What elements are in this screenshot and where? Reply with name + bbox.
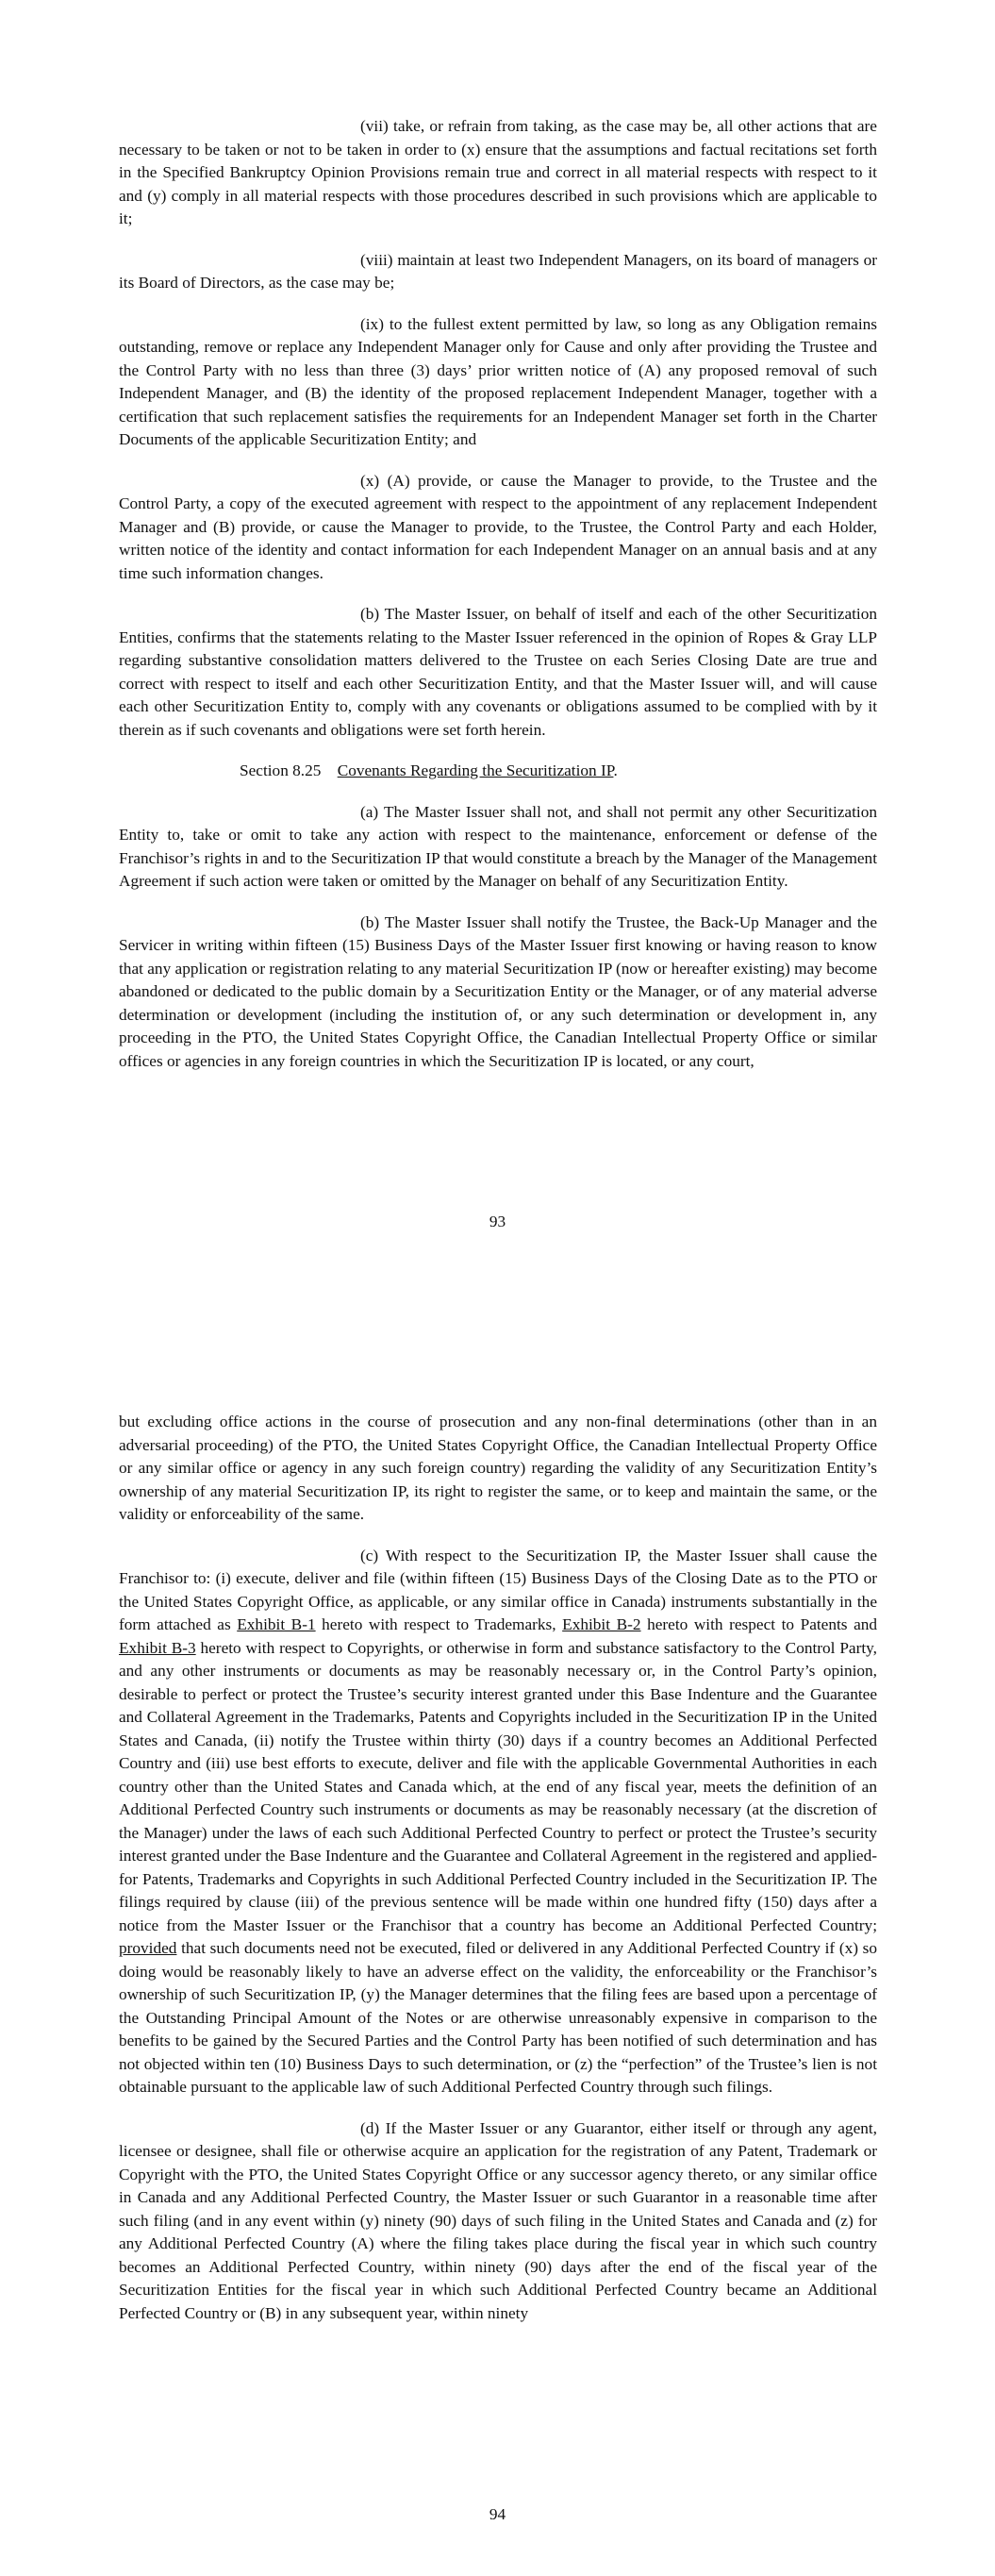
clause-b-8-25: [119, 912, 877, 1074]
clause-d-8-25: [119, 2117, 877, 2326]
clause-text-part3: hereto with respect to Patents and: [640, 1615, 878, 1633]
page-number: 93: [489, 1213, 506, 1230]
clause-text: The Master Issuer, on behalf of itself and each of the other Securitization Entities, confirms that the statements relating to the Master Issuer referenced in the opinion of Ropes & Gray LLP regarding substantive consolidation matters delivered to the Trustee on each Series Closing Date are true and correct with respect to itself and each other Securitization Entity, and that the Master Issuer will, and will cause each other Securitization Entity to, comply with any covenants or obligations assumed to be complied with by it therein as if such covenants and obligations were set forth herein.: [119, 605, 877, 739]
clause-text: maintain at least two Independent Managers, on its board of managers or its Board of Directors, as the case may be;: [119, 250, 877, 292]
clause-vii: [119, 115, 877, 231]
clause-text-part5: that such documents need not be executed, filed or delivered in any Additional Perfected Country if (x) so doing would be reasonably likely to have an adverse effect on the validity, the enforceability or the Franchisor’s ownership of such Securitization IP, (y) the Manager determines that the filing fees are based upon a percentage of the Outstanding Principal Amount of the Notes or are otherwise unreasonably expensive in comparison to the benefits to be gained by the Secured Parties and the Control Party has been notified of such determination and has not objected within ten (10) Business Days to such determination, or (z) the “perfection” of the Trustee’s lien is not obtainable pursuant to the applicable law of such Additional Perfected Country through such filings.: [119, 1939, 877, 2096]
clause-text-part2: hereto with respect to Trademarks,: [315, 1615, 563, 1633]
clause-text: to the fullest extent permitted by law, so long as any Obligation remains outstanding, remove or replace any Independent Manager only for Cause and only after providing the Trustee and the Control Party with no less than three (3) days’ prior written notice of (A) any proposed removal of such Independent Manager, and (B) the identity of the proposed replacement Independent Manager, together with a certification that such replacement satisfies the requirements for an Independent Manager set forth in the Charter Documents of the applicable Securitization Entity; and: [119, 314, 877, 448]
page-93-body: [119, 115, 877, 1091]
clause-text: (A) provide, or cause the Manager to provide, to the Trustee and the Control Party, a copy of the executed agreement with respect to the appointment of any replacement Independent Manager and (B) provide, or cause the Manager to provide, to the Trustee, the Control Party and each Holder, written notice of the identity and contact information for each Independent Manager on an annual basis and at any time such information changes.: [119, 471, 877, 582]
clause-c-8-25: [119, 1545, 877, 2099]
clause-text-part4: hereto with respect to Copyrights, or otherwise in form and substance satisfactory to the Control Party, and any other instruments or documents as may be reasonably necessary or, in the Control Party’s opinion, desirable to perfect or protect the Trustee’s security interest granted under this Base Indenture and the Guarantee and Collateral Agreement in the Trademarks, Patents and Copyrights included in the Securitization IP in the United States and Canada, (ii) notify the Trustee within thirty (30) days if a country becomes an Additional Perfected Country and (iii) use best efforts to execute, deliver and file with the applicable Governmental Authorities in each country other than the United States and Canada which, at the end of any fiscal year, meets the definition of an Additional Perfected Country such instruments or documents as may be reasonably necessary (at the discretion of the Manager) under the laws of each such Additional Perfected Country to perfect or protect the Trustee’s security interest granted under the Base Indenture and the Guarantee and Collateral Agreement in the registered and applied-for Patents, Trademarks and Copyrights in such Additional Perfected Country included in the Securitization IP. The filings required by clause (iii) of the previous sentence will be made within one hundred fifty (150) days after a notice from the Master Issuer or the Franchisor that a country has become an Additional Perfected Country;: [119, 1638, 877, 1934]
clause-x: [119, 470, 877, 586]
section-8-25-heading: [119, 760, 877, 783]
clause-label: (c): [360, 1546, 379, 1564]
clause-text: If the Master Issuer or any Guarantor, either itself or through any agent, licensee or designee, shall file or otherwise acquire an application for the registration of any Patent, Trademark or Copyright with the PTO, the United States Copyright Office or any successor agency thereto, or any similar office in Canada and any Additional Perfected Country, the Master Issuer or such Guarantor in a reasonable time after such filing (and in any event within (y) ninety (90) days of such filing in the United States and Canada and (z) for any Additional Perfected Country (A) where the filing takes place during the fiscal year in which such country becomes an Additional Perfected Country, within ninety (90) days after the end of the fiscal year of the Securitization Entities for the fiscal year in which such Additional Perfected Country became an Additional Perfected Country or (B) in any subsequent year, within ninety: [119, 2118, 877, 2322]
clause-text-part1: With respect to the Securitization IP, the Master Issuer shall cause the Franchisor to: (i) execute, deliver and file (within fifteen (15) Business Days of the Closing Date as to the PTO or the United States Copyright Office, as applicable, or any similar office in Canada) instruments substantially in the form attached as: [119, 1546, 877, 1633]
clause-label: (ix): [360, 314, 384, 333]
section-title: Covenants Regarding the Securitization IP: [337, 761, 614, 779]
clause-text: take, or refrain from taking, as the case may be, all other actions that are necessary to be taken or not to be taken in order to (x) ensure that the assumptions and factual recitations set forth in the Specified Bankruptcy Opinion Provisions remain true and correct in all material respects with respect to it and (y) comply in all material respects with those procedures described in such provisions which are applicable to it;: [119, 117, 877, 227]
clause-label: (b): [360, 605, 380, 623]
page-number: 94: [489, 2505, 506, 2523]
page-94-body: [119, 1411, 877, 2343]
clause-label: (d): [360, 2118, 380, 2137]
clause-b-8-24: [119, 603, 877, 742]
section-number: Section 8.25: [240, 761, 322, 779]
exhibit-b2-reference: Exhibit B-2: [562, 1615, 641, 1633]
exhibit-b3-reference: Exhibit B-3: [119, 1638, 196, 1657]
clause-viii: [119, 249, 877, 295]
clause-text: The Master Issuer shall notify the Trustee, the Back-Up Manager and the Servicer in writing within fifteen (15) Business Days of the Master Issuer first knowing or having reason to know that any application or registration relating to any material Securitization IP (now or hereafter existing) may become abandoned or dedicated to the public domain by a Securitization Entity or the Manager, or of any material adverse determination or development (including the institution of, or any such determination or development in, any proceeding in the PTO, the United States Copyright Office, the Canadian Intellectual Property Office or similar offices or agencies in any foreign countries in which the Securitization IP is located, or any court,: [119, 912, 877, 1070]
clause-text: The Master Issuer shall not, and shall not permit any other Securitization Entity to, take or omit to take any action with respect to the maintenance, enforcement or defense of the Franchisor’s rights in and to the Securitization IP that would constitute a breach by the Manager of the Management Agreement if such action were taken or omitted by the Manager on behalf of any Securitization Entity.: [119, 802, 877, 890]
continuation-paragraph: but excluding office actions in the course of prosecution and any non-final determinations (other than in an adversarial proceeding) of the PTO, the United States Copyright Office, the Canadian Intellectual Property Office or any similar office or agency in any such foreign country) regarding the validity of any Securitization Entity’s ownership of any material Securitization IP, its right to register the same, or to keep and maintain the same, or the validity or enforceability of the same.: [119, 1413, 877, 1523]
clause-label: (viii): [360, 250, 393, 269]
section-title-end: .: [613, 761, 618, 779]
page-94: [0, 1288, 995, 2576]
clause-label: (x): [360, 471, 380, 490]
provided-term: provided: [119, 1939, 177, 1957]
clause-a-8-25: [119, 801, 877, 894]
clause-label: (vii): [360, 117, 389, 135]
clause-label: (a): [360, 802, 379, 821]
clause-label: (b): [360, 912, 380, 931]
clause-ix: [119, 313, 877, 452]
exhibit-b1-reference: Exhibit B-1: [237, 1615, 316, 1633]
